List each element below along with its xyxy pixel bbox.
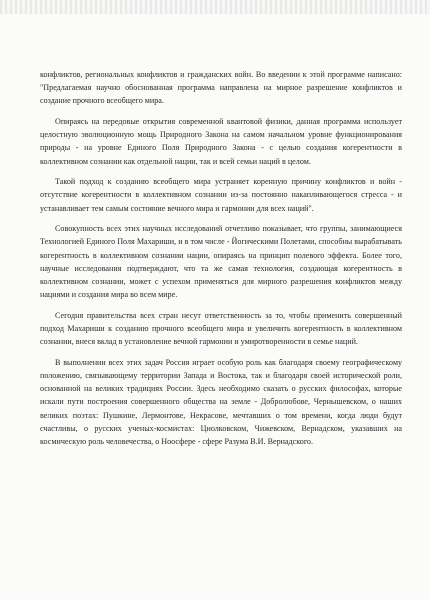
paragraph-2: Опираясь на передовые открытия современной квантовой физики, данная программа использует целостную эволюционную мощь Природного Закона на самом начальном уровне функционирования природы - на уровне Единого Поля Природного Закона - с целью создания когерентности в коллективном сознании как отдельной нации, так и всей семьи наций в целом. [40, 117, 402, 166]
paragraph-5: Сегодня правительства всех стран несут ответственность за то, чтобы применить совершенный подход Махариши к созданию прочного всеобщего мира и увеличить когерентность в коллективном сознании, внеся вклад в установление вечной гармонии и умиротворенности в семье наций. [40, 310, 402, 347]
paragraph-1: конфликтов, региональных конфликтов и гражданских войн. Во введении к этой программе написано: "Предлагаемая научно обоснованная программа направлена на мирное разрешение конфликтов и создание прочного всеобщего мира. [40, 70, 402, 106]
paragraph-6: В выполнении всех этих задач Россия играет особую роль как благодаря своему географическому положению, связывающему территории Запада и Востока, так и благодаря своей исторической роли, основанной на великих традициях России. Здесь необходимо сказать о русских философах, которые искали пути построения совершенного общества на земле - Добролюбове, Чернышевском, о наших великих поэтах: Пушкине, Лермонтове, Некрасове, мечтавших о том времени, когда люди будут счастливы, о русских ученых-космистах: Циолковском, Чижевском, Вернадском, указавших на космическую роль человечества, о Ноосфере - сфере Разума В.И. Вернадского. [40, 357, 402, 447]
document-body [40, 68, 402, 456]
scan-top-edge [0, 0, 430, 14]
paragraph-3: Такой подход к созданию всеобщего мира устраняет коренную причину конфликтов и войн - отсутствие когерентности в коллективном сознании из-за постоянно накапливающегося стресса - и устанавливает тем самым состояние вечного мира и гармонии для всех наций". [40, 177, 402, 213]
paragraph-4: Совокупность всех этих научных исследований отчетливо показывает, что группы, занимающиеся Технологией Единого Поля Махариши, и в том числе - Йогическими Полетами, способны вырабатывать когерентность в коллективном сознании нации, опираясь на принцип полевого эффекта. Более того, научные исследования подтверждают, что та же самая технология, создающая когерентность в коллективном сознании, может с успехом применяться для мирного разрешения конфликтов между нациями и создания мира во всем мире. [40, 224, 402, 300]
